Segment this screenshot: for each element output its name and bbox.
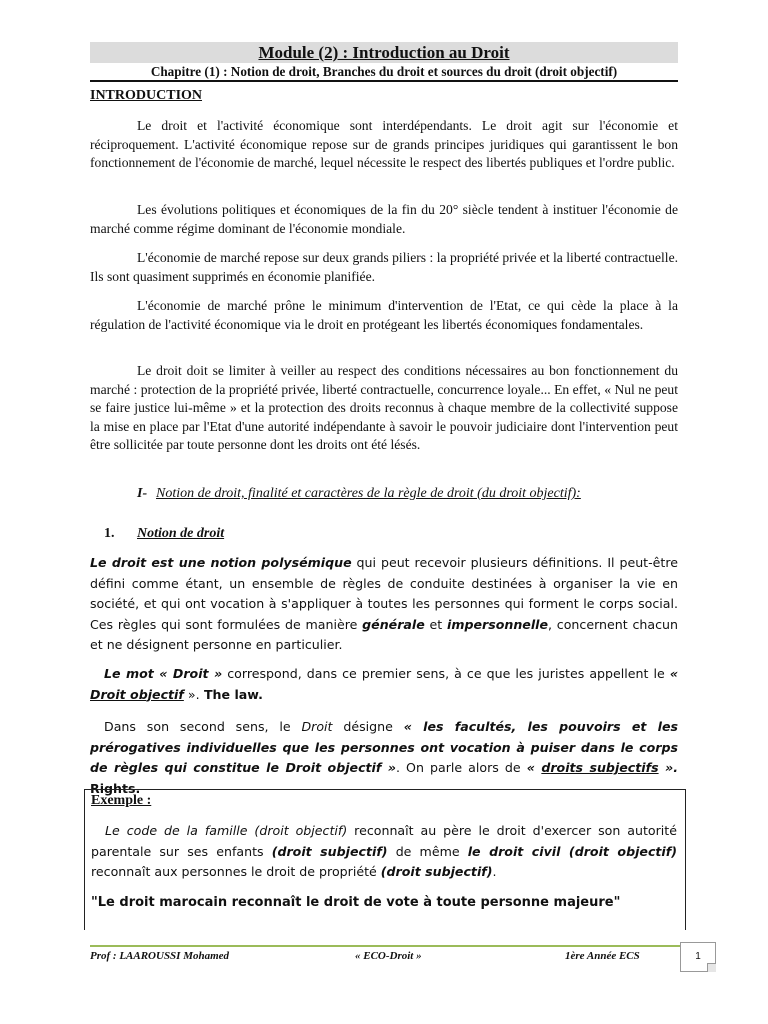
example-text-2: de même [387,843,468,859]
sense-2-text-2: désigne [332,719,404,734]
english-rights: Rights. [90,780,141,796]
footer-year: 1ère Année ECS [565,950,640,962]
sense-2-quote: « les facultés, les pouvoirs et les prérogatives individuelles que les personnes ont vocation à puiser dans le corps de règles qui constitue le Droit objectif » [90,719,678,775]
example-text [91,821,677,883]
paragraph-1: Le droit et l'activité économique sont interdépendants. Le droit agit sur l'économie et réciproquement. L'activité économique repose sur de grands principes juridiques qui garantissent le bon fonctionnement de l'économie de marché, lequel nécessite le respect des libertés publiques et l'ordre public. [90,118,678,170]
example-text-1: reconnaît au père le droit d'exercer son autorité parentale sur ses enfants [91,823,677,859]
example-period: . [492,864,497,879]
subsection-number: 1. [104,526,115,541]
header-rule [90,80,678,82]
definition-and: et [424,616,448,632]
sense-2-text-3: . On parle alors de [395,760,527,775]
subsection-title: Notion de droit [137,526,225,541]
example-droit-subjectif-1: (droit subjectif) [271,843,388,859]
example-code-famille: Le code de la famille (droit objectif) [105,823,348,838]
example-droit-civil: le droit civil (droit objectif) [467,843,677,859]
quote-open-2: « [526,760,542,775]
definition-text-end: , concernent chacun et ne désignent personne en particulier. [90,616,678,652]
term-generale: générale [362,616,425,632]
sense-2-paragraph [90,717,678,799]
example-droit-subjectif-2: (droit subjectif) [380,864,493,879]
section-number: I- [137,486,148,501]
sense-1-lead: Le mot « Droit » [104,666,223,681]
term-impersonnelle: impersonnelle [447,616,549,632]
example-text-3: reconnaît aux personnes le droit de propriété [91,864,381,879]
sense-1-text: correspond, dans ce premier sens, à ce que les juristes appellent le [222,666,670,681]
module-title: Module (2) : Introduction au Droit [90,42,678,63]
definition-lead: Le droit est une notion polysémique [90,555,352,570]
paragraph-2: Les évolutions politiques et économiques de la fin du 20° siècle tendent à instituer l'économie de marché comme régime dominant de l'économie mondiale. [90,202,678,236]
paragraph-4: L'économie de marché prône le minimum d'intervention de l'Etat, ce qui cède la place à la régulation de l'activité économique via le droit en protégeant les libertés économiques fondamentales. [90,298,678,332]
paragraph-5: Le droit doit se limiter à veiller au respect des conditions nécessaires au bon fonctionnement du marché : protection de la propriété privée, liberté contractuelle, concurrence loyale... En effet, « Nul ne peut se faire justice lui-même » et la protection des droits reconnus à chaque membre de la collectivité suppose la mise en place par l'Etat d'une autorité indépendante à savoir le pouvoir judiciaire dont l'intervention peut être sollicitée par toute personne dont les droits ont été lésés. [90,363,678,452]
definition-text: qui peut recevoir plusieurs définitions. Il peut-être défini comme étant, un ensemble de règles de conduite destinées à organiser la vie en société, et qui ont vocation à s'appliquer à toutes les personnes qui forment le corps social. Ces règles qui sont formulées de manière [90,555,679,632]
footer-prof: Prof : LAAROUSSI Mohamed [90,950,230,962]
paragraph-3: L'économie de marché repose sur deux grands piliers : la propriété privée et la liberté contractuelle. Ils sont quasiment supprimés en économie planifiée. [90,250,678,284]
chapter-title: Chapitre (1) : Notion de droit, Branches du droit et sources du droit (droit objectif) [150,64,618,79]
example-quote: "Le droit marocain reconnaît le droit de vote à toute personne majeure" [91,895,621,910]
footer-course: « ECO-Droit » [355,950,422,962]
sense-1-paragraph [90,664,678,705]
term-droit: Droit [301,719,333,734]
term-droit-objectif: Droit objectif [90,686,184,702]
quote-close: ». [183,686,200,702]
section-title: Notion de droit, finalité et caractères de la règle de droit (du droit objectif): [156,486,581,501]
footer-rule [90,945,680,947]
english-the-law: The law. [199,686,263,702]
quote-open: « [669,666,679,681]
quote-close-2: ». [658,760,678,775]
definition-paragraph [90,553,678,656]
page-number: 1 [680,942,716,972]
example-heading: Exemple : [91,793,152,808]
intro-heading: INTRODUCTION [90,88,203,103]
term-droits-subjectifs: droits subjectifs [541,760,659,775]
sense-2-text: Dans son second sens, le [104,719,302,734]
